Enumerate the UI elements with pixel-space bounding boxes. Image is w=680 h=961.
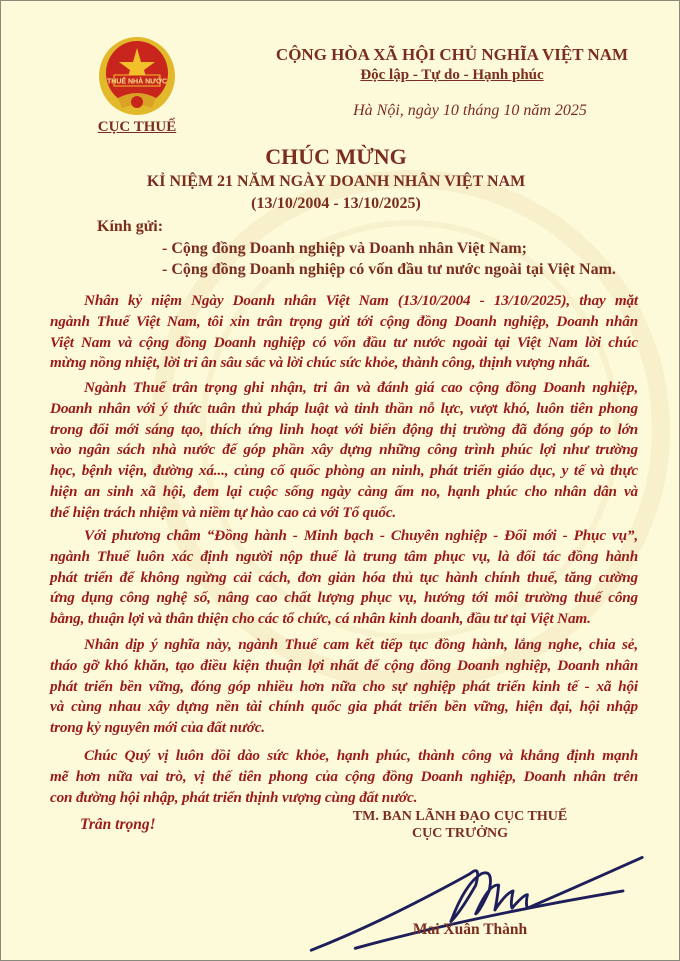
paragraph-line: trong đổi mới sáng tạo, thích ứng linh hoạt với biến động thị trường đã đóng góp to lớn — [50, 420, 638, 438]
title-sub: KỈ NIỆM 21 NĂM NGÀY DOANH NHÂN VIỆT NAM — [146, 173, 526, 190]
motto: Độc lập - Tự do - Hạnh phúc — [360, 67, 544, 83]
title-main: CHÚC MỪNG — [265, 144, 407, 169]
paragraph-line: phát triển bền vững, đóng góp nhiều hơn nữa cho sự nghiệp phát triển kinh tế - xã hội — [50, 677, 638, 695]
paragraph-line: Chúc Quý vị luôn dồi dào sức khỏe, hạnh phúc, thành công và khẳng định mạnh — [84, 747, 638, 764]
paragraph-line: ứng dụng công nghệ số, nâng cao chất lượng phục vụ, hướng tới môi trường thuế công — [50, 589, 638, 607]
title-range: (13/10/2004 - 13/10/2025) — [251, 195, 421, 212]
signer-name: Mai Xuân Thành — [412, 921, 528, 938]
paragraph-line: Doanh nhân với ý thức tuân thủ pháp luật và tinh thần nỗ lực, vượt khó, luôn tiên phong — [50, 399, 638, 417]
paragraph-line: học, bệnh viện, đường xá..., củng cố quốc phòng an ninh, phát triển giáo dục, y tế và thực — [50, 462, 638, 480]
closing: Trân trọng! — [80, 816, 156, 833]
paragraph-line: Nhân dịp ý nghĩa này, ngành Thuế cam kết tiếp tục đồng hành, lắng nghe, chia sẻ, — [84, 636, 638, 653]
paragraph-line: mẽ hơn nữa vai trò, vị thế tiên phong của cộng đồng Doanh nghiệp, Doanh nhân trên — [50, 767, 638, 785]
paragraph-line: Nhân kỷ niệm Ngày Doanh nhân Việt Nam (13/10/2004 - 13/10/2025), thay mặt — [84, 292, 638, 309]
paragraph-line: Với phương châm “Đồng hành - Minh bạch - Chuyên nghiệp - Đổi mới - Phục vụ”, — [84, 527, 638, 544]
paragraph-line: thể hiện trách nhiệm và niềm tự hào cao cả với Tổ quốc. — [50, 503, 397, 521]
paragraph-line: Việt Nam và cộng đồng Doanh nghiệp có vốn đầu tư nước ngoài tại Việt Nam lời chúc — [50, 333, 638, 351]
signature-on-behalf: TM. BAN LÃNH ĐẠO CỤC THUẾ — [352, 809, 568, 824]
signature-position: CỤC TRƯỞNG — [411, 826, 509, 841]
paragraph-line: phát triển để không ngừng cải cách, đơn giản hóa thủ tục hành chính thuế, tăng cường — [50, 568, 638, 586]
paragraph-line: tháo gỡ khó khăn, tạo điều kiện thuận lợi nhất để cộng đồng Doanh nghiệp, Doanh nhân — [50, 656, 638, 674]
date-line: Hà Nội, ngày 10 tháng 10 năm 2025 — [353, 102, 587, 119]
nation-name: CỘNG HÒA XÃ HỘI CHỦ NGHĨA VIỆT NAM — [275, 45, 629, 64]
paragraph-line: trong kỷ nguyên mới của đất nước. — [50, 719, 265, 737]
recipient-item: - Cộng đồng Doanh nghiệp có vốn đầu tư nước ngoài tại Việt Nam. — [162, 261, 616, 278]
paragraph-line: ngành Thuế luôn xác định người nộp thuế là trung tâm phục vụ, là đối tác đồng hành — [50, 547, 638, 565]
paragraph-line: mừng nồng nhiệt, lời tri ân sâu sắc và lời chúc sức khỏe, thành công, thịnh vượng nhất. — [50, 354, 591, 372]
paragraph-line: hiện an sinh xã hội, đem lại cuộc sống ngày càng ấm no, hạnh phúc cho nhân dân và — [50, 483, 638, 500]
paragraph-line: vào ngân sách nhà nước để góp phần xây dựng những công trình phúc lợi như trường — [50, 441, 638, 459]
emblem-text: THUẾ NHÀ NƯỚC — [107, 78, 167, 86]
agency-name: CỤC THUẾ — [97, 119, 177, 135]
paragraph-line: con đường hội nhập, phát triển thịnh vượng cùng đất nước. — [50, 788, 418, 806]
paragraph-line: bằng, thuận lợi và thân thiện cho các tổ chức, cá nhân kinh doanh, đầu tư tại Việt Nam. — [50, 610, 591, 628]
emblem-icon — [96, 36, 178, 116]
paragraph-line: Ngành Thuế trân trọng ghi nhận, tri ân và đánh giá cao cộng đồng Doanh nghiệp, — [84, 379, 638, 396]
paragraph-line: ngành Thuế Việt Nam, tôi xin trân trọng gửi tới cộng đồng Doanh nghiệp, Doanh nhân — [50, 312, 638, 330]
paragraph-line: và cùng nhau xây dựng nền tài chính quốc gia phát triển bền vững, hiện đại, hội nhập — [50, 698, 638, 716]
recipients-label: Kính gửi: — [97, 218, 164, 235]
recipient-item: - Cộng đồng Doanh nghiệp và Doanh nhân Việt Nam; — [162, 240, 527, 257]
